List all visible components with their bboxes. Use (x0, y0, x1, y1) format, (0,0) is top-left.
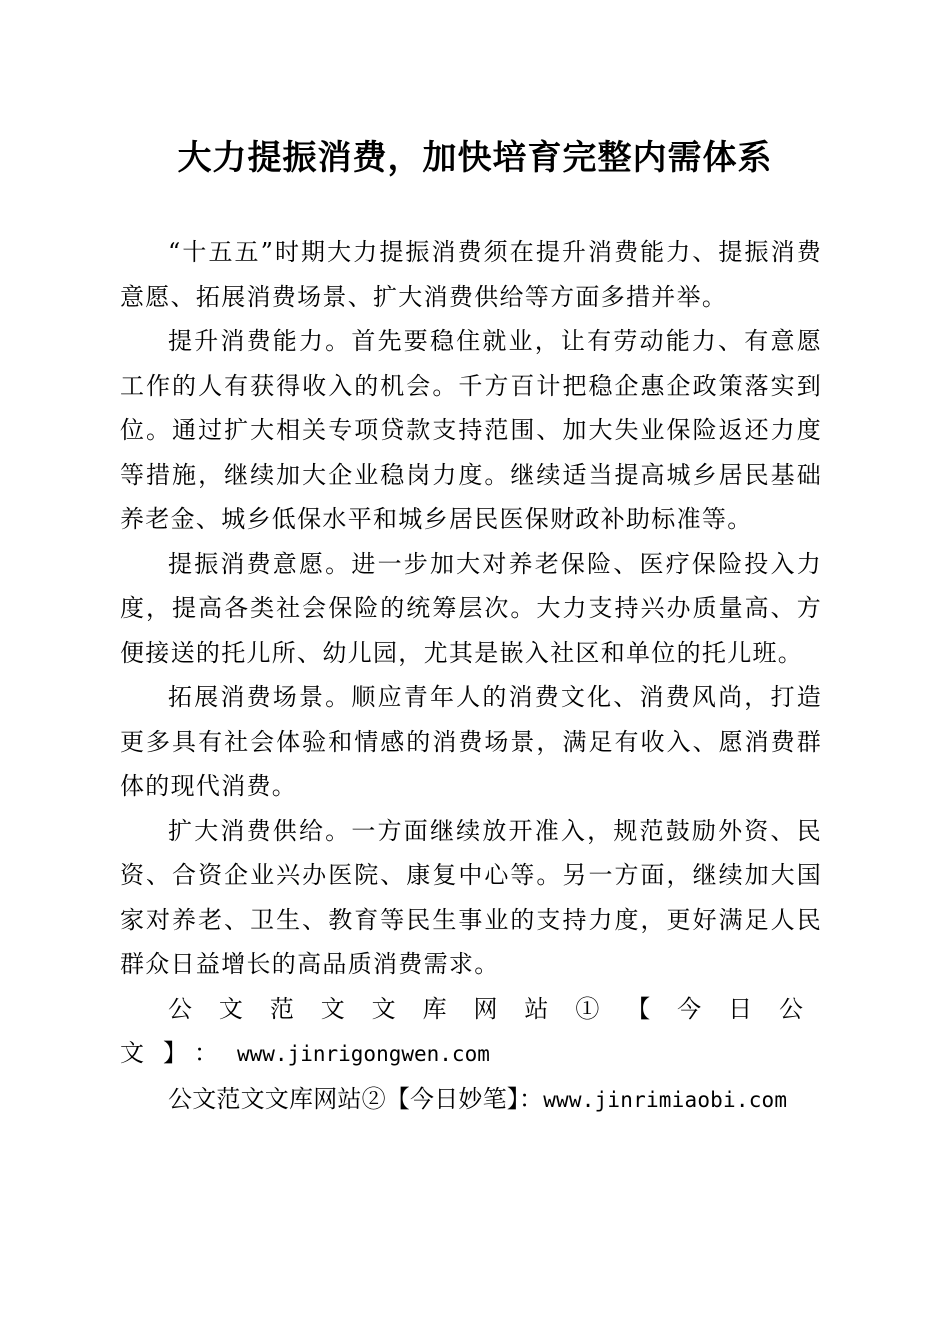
footer-site-2-url[interactable]: www.jinrimiaobi.com (543, 1087, 788, 1112)
footer-site-1 (120, 987, 822, 1077)
document-title: 大力提振消费，加快培育完整内需体系 (177, 138, 773, 178)
footer-site-1-url[interactable]: www.jinrigongwen.com (237, 1042, 490, 1066)
footer-site-1-label: 公文范文文库网站①【今日公文】： (120, 994, 822, 1067)
paragraph-consumption-scenes: 拓展消费场景。顺应青年人的消费文化、消费风尚，打造更多具有社会体验和情感的消费场景，满足有收入、愿消费群体的现代消费。 (120, 683, 822, 800)
paragraph-consumption-willingness: 提振消费意愿。进一步加大对养老保险、医疗保险投入力度，提高各类社会保险的统筹层次。大力支持兴办质量高、方便接送的托儿所、幼儿园，尤其是嵌入社区和单位的托儿班。 (120, 549, 822, 667)
paragraph-consumption-supply: 扩大消费供给。一方面继续放开准入，规范鼓励外资、民资、合资企业兴办医院、康复中心等。另一方面，继续加大国家对养老、卫生、教育等民生事业的支持力度，更好满足人民群众日益增长的高品质消费需求。 (120, 816, 822, 978)
footer-site-2 (120, 1077, 822, 1123)
footer-site-2-label: 公文范文文库网站②【今日妙笔】： (168, 1084, 544, 1113)
document-body (120, 230, 822, 1122)
paragraph-intro: “十五五”时期大力提振消费须在提升消费能力、提振消费意愿、拓展消费场景、扩大消费供给等方面多措并举。 (120, 238, 822, 311)
paragraph-consumption-capacity: 提升消费能力。首先要稳住就业，让有劳动能力、有意愿工作的人有获得收入的机会。千方百计把稳企惠企政策落实到位。通过扩大相关专项贷款支持范围、加大失业保险返还力度等措施，继续加大企业稳岗力度。继续适当提高城乡居民基础养老金、城乡低保水平和城乡居民医保财政补助标准等。 (120, 327, 822, 533)
